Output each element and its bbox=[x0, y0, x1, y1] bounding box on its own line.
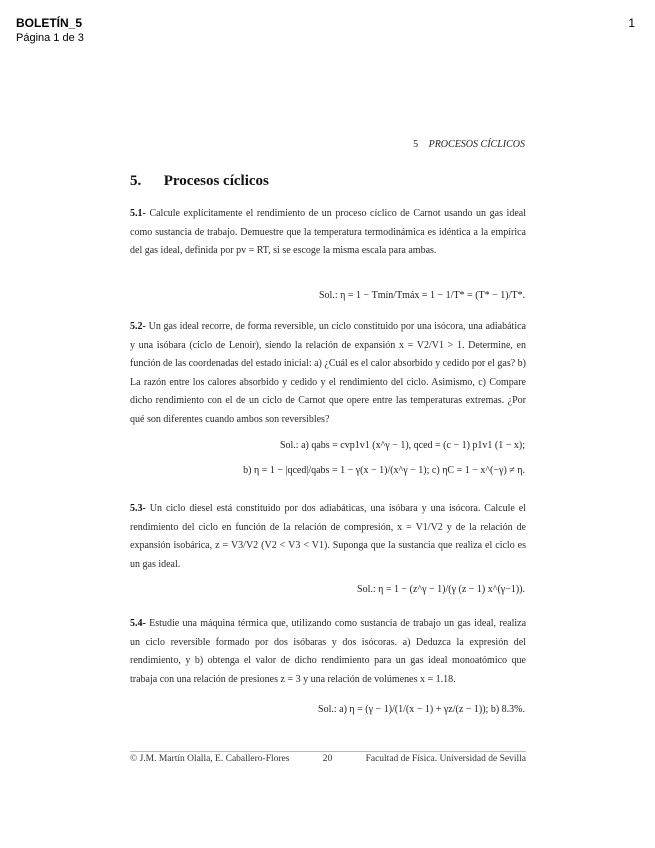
page-indicator: Página 1 de 3 bbox=[16, 32, 84, 44]
problem-label: 5.4- bbox=[130, 618, 146, 629]
document-title: BOLETÍN_5 bbox=[16, 16, 83, 30]
solution-5-4: Sol.: a) η = (γ − 1)/(1/(x − 1) + γz/(z − 1)); b) 8.3%. bbox=[318, 704, 525, 715]
footer-divider bbox=[130, 751, 526, 752]
problem-5-4 bbox=[130, 615, 526, 689]
problem-5-3 bbox=[130, 500, 526, 574]
chapter-number: 5. bbox=[130, 173, 142, 189]
footer-page: 20 bbox=[322, 754, 333, 764]
running-head bbox=[0, 139, 525, 150]
footer-authors: © J.M. Martín Olalla, E. Caballero-Flores bbox=[130, 754, 290, 764]
solution-5-2-b: b) η = 1 − |qced|/qabs = 1 − γ(x − 1)/(x^γ − 1); c) ηC = 1 − x^(−γ) ≠ η. bbox=[243, 465, 525, 476]
problem-label: 5.1- bbox=[130, 208, 146, 219]
problem-text: Un gas ideal recorre, de forma reversible, un ciclo constituido por una isócora, una adiabática y una isóbara (ciclo de Lenoir), siendo la relación de expansión x = V2/V1 > 1. Determine, en función de las coordenadas del estado inicial: a) ¿Cuál es el calor absorbido y cedido por el gas? b) La razón entre los calores absorbido y cedido y el rendimiento del ciclo. Asimismo, c) Compare dicho rendimiento con el de un ciclo de Carnot que opere entre las temperaturas extremas. ¿Por qué son diferentes cuando ambos son reversibles? bbox=[130, 321, 526, 425]
footer-institution: Facultad de Física. Universidad de Sevilla bbox=[365, 754, 526, 764]
problem-label: 5.3- bbox=[130, 503, 146, 514]
problem-label: 5.2- bbox=[130, 321, 146, 332]
chapter-title: Procesos cíclicos bbox=[163, 173, 269, 189]
solution-5-1: Sol.: η = 1 − Tmín/Tmáx = 1 − 1/T* = (T* − 1)/T*. bbox=[319, 290, 525, 301]
problem-text: Un ciclo diesel está constituido por dos adiabáticas, una isóbara y una isócora. Calcule el rendimiento del ciclo en función de la relación de compresión, x = V1/V2 y de la relación de expansión isobárica, z = V3/V2 (V2 < V3 < V1). Suponga que la sustancia que realiza el ciclo es un gas ideal. bbox=[130, 503, 526, 570]
running-head-title: PROCESOS CÍCLICOS bbox=[428, 139, 525, 150]
problem-5-1 bbox=[130, 205, 526, 261]
solution-5-3: Sol.: η = 1 − (z^γ − 1)/(γ (z − 1) x^(γ−1)). bbox=[357, 584, 525, 595]
solution-5-2-a: Sol.: a) qabs = cvp1v1 (x^γ − 1), qced = (c − 1) p1v1 (1 − x); bbox=[279, 440, 525, 451]
chapter-heading bbox=[130, 173, 269, 190]
page-number: 1 bbox=[628, 16, 635, 30]
problem-text: Estudie una máquina térmica que, utilizando como sustancia de trabajo un gas ideal, realiza un ciclo reversible formado por dos isóbaras y dos isócoras. a) Deduzca la expresión del rendimiento, y b) obtenga el valor de dicho rendimiento para un gas ideal monoatómico que trabaja con una relación de presiones z = 3 y una relación de volúmenes x = 1.18. bbox=[130, 618, 527, 685]
running-head-num: 5 bbox=[413, 139, 419, 150]
problem-text: Calcule explícitamente el rendimiento de un proceso cíclico de Carnot usando un gas ideal como sustancia de trabajo. Demuestre que la temperatura termodinámica es idéntica a la empírica del gas ideal, definida por pv = RT, si se escoge la misma escala para ambas. bbox=[130, 208, 526, 256]
problem-5-2 bbox=[130, 318, 526, 429]
page-footer bbox=[130, 754, 526, 764]
